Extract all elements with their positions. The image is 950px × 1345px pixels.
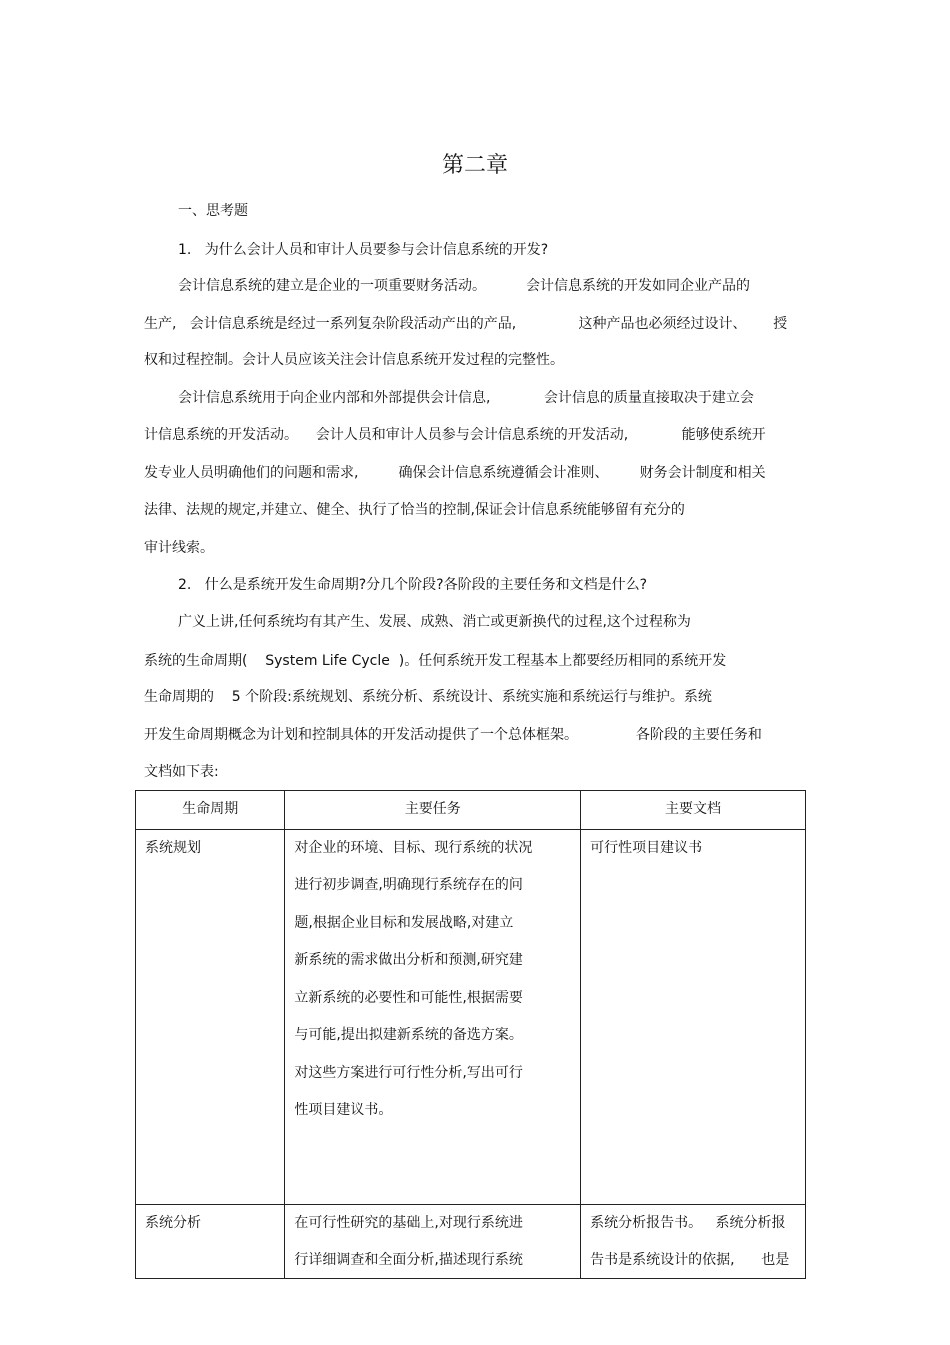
task-line: 进行初步调查,明确现行系统存在的问 bbox=[294, 877, 523, 893]
task-line: 对这些方案进行可行性分析,写出可行 bbox=[294, 1064, 523, 1081]
question-1: 1. 为什么会计人员和审计人员要参与会计信息系统的开发? bbox=[178, 242, 549, 258]
task-line: 题,根据企业目标和发展战略,对建立 bbox=[294, 914, 514, 931]
answer-1-line: 生产, 会计信息系统是经过一系列复杂阶段活动产出的产品, 这种产品也必须经过设计、 授 bbox=[144, 316, 788, 332]
answer-2-line: 广义上讲,任何系统均有其产生、发展、成熟、消亡或更新换代的过程,这个过程称为 bbox=[178, 614, 691, 630]
answer-1-line: 发专业人员明确他们的问题和需求, 确保会计信息系统遵循会计准则、 财务会计制度和相关 bbox=[144, 465, 766, 481]
column-header: 生命周期 bbox=[136, 791, 285, 830]
answer-1-line: 会计信息系统的建立是企业的一项重要财务活动。 会计信息系统的开发如同企业产品的 bbox=[178, 278, 751, 294]
document-cell bbox=[581, 829, 806, 1204]
answer-1-line: 计信息系统的开发活动。 会计人员和审计人员参与会计信息系统的开发活动, 能够使系统开 bbox=[144, 427, 766, 443]
task-line: 行详细调查和全面分析,描述现行系统 bbox=[294, 1252, 523, 1268]
document-line: 可行性项目建议书 bbox=[590, 839, 703, 856]
column-header: 主要任务 bbox=[285, 791, 581, 830]
document-cell bbox=[581, 1204, 806, 1278]
task-line: 在可行性研究的基础上,对现行系统进 bbox=[294, 1214, 523, 1231]
phase-name: 系统规划 bbox=[145, 839, 201, 856]
answer-1-line: 会计信息系统用于向企业内部和外部提供会计信息, 会计信息的质量直接取决于建立会 bbox=[178, 390, 754, 406]
task-cell bbox=[285, 1204, 581, 1278]
section-heading: 一、思考题 bbox=[178, 203, 248, 219]
phase-cell bbox=[136, 829, 285, 1204]
phase-name: 系统分析 bbox=[145, 1214, 201, 1231]
answer-1-line: 审计线索。 bbox=[144, 540, 214, 556]
answer-1-line: 法律、法规的规定,并建立、健全、执行了恰当的控制,保证会计信息系统能够留有充分的 bbox=[144, 502, 685, 518]
task-cell bbox=[285, 829, 581, 1204]
task-line: 与可能,提出拟建新系统的备选方案。 bbox=[294, 1027, 523, 1043]
document-text bbox=[590, 1205, 805, 1278]
answer-2-line: 生命周期的 5 个阶段:系统规划、系统分析、系统设计、系统实施和系统运行与维护。系统 bbox=[144, 689, 712, 705]
task-line: 新系统的需求做出分析和预测,研究建 bbox=[294, 952, 523, 968]
answer-2-line: 开发生命周期概念为计划和控制具体的开发活动提供了一个总体框架。 各阶段的主要任务和 bbox=[144, 727, 762, 743]
document-line: 系统分析报告书。 系统分析报 bbox=[590, 1214, 786, 1231]
answer-2-line: 系统的生命周期( System Life Cycle )。任何系统开发工程基本上都要经历相同的系统开发 bbox=[144, 653, 727, 669]
answer-1-line: 权和过程控制。会计人员应该关注会计信息系统开发过程的完整性。 bbox=[144, 352, 564, 368]
answer-2-line: 文档如下表: bbox=[144, 764, 219, 780]
task-line: 性项目建议书。 bbox=[294, 1102, 393, 1118]
column-header: 主要文档 bbox=[581, 791, 806, 830]
document-line: 告书是系统设计的依据, 也是 bbox=[590, 1252, 790, 1268]
table-header-row bbox=[136, 791, 806, 830]
table-row bbox=[136, 829, 806, 1204]
task-text bbox=[294, 830, 580, 1204]
task-line: 立新系统的必要性和可能性,根据需要 bbox=[294, 989, 523, 1006]
chapter-title: 第二章 bbox=[441, 153, 508, 178]
table-row bbox=[136, 1204, 806, 1278]
lifecycle-table bbox=[135, 790, 806, 1279]
question-2: 2. 什么是系统开发生命周期?分几个阶段?各阶段的主要任务和文档是什么? bbox=[178, 577, 647, 593]
task-line: 对企业的环境、目标、现行系统的状况 bbox=[294, 839, 533, 856]
phase-cell bbox=[136, 1204, 285, 1278]
task-text bbox=[294, 1205, 580, 1278]
